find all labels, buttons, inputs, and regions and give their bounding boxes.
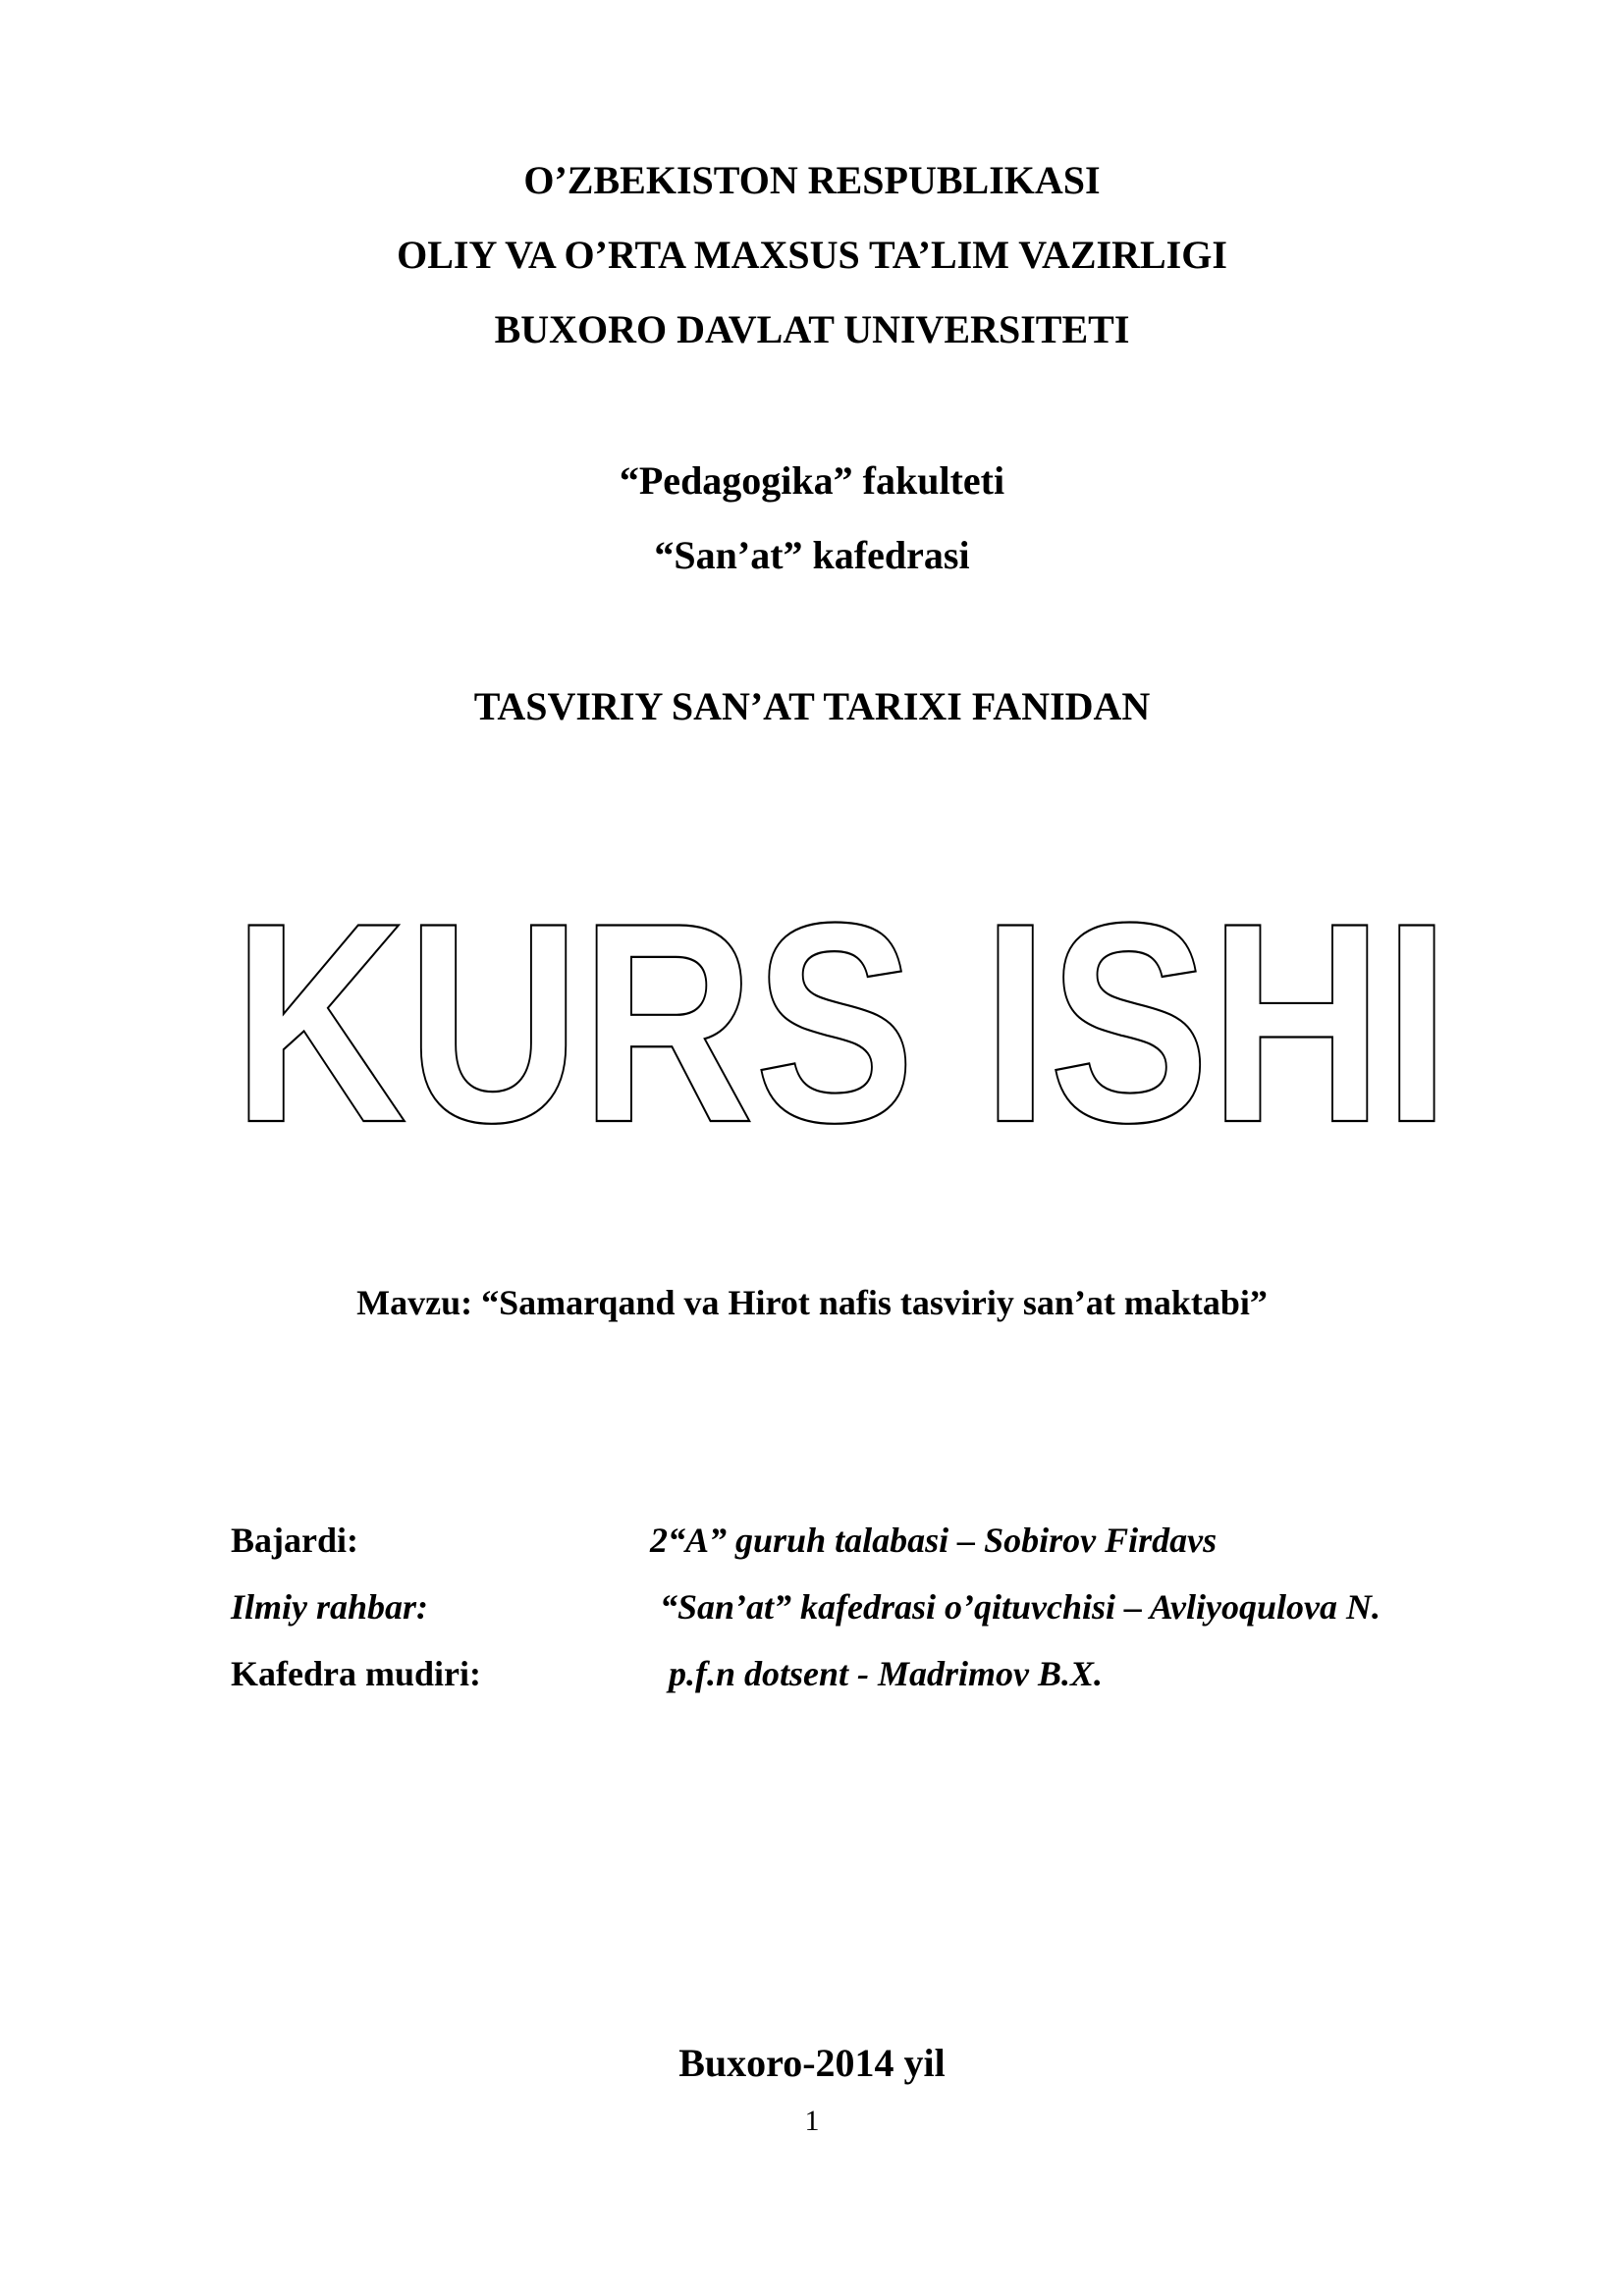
performer-value: 2“A” guruh talabasi – Sobirov Firdavs <box>650 1521 1218 1560</box>
outlined-title-svg <box>228 864 1455 1182</box>
topic-line: Mavzu: “Samarqand va Hirot nafis tasviriy san’at maktabi” <box>356 1283 1268 1322</box>
university-name-heading: BUXORO DAVLAT UNIVERSITETI <box>494 307 1130 351</box>
ministry-name-heading: OLIY VA O’RTA MAXSUS TA’LIM VAZIRLIGI <box>397 233 1227 277</box>
department-line: “San’at” kafedrasi <box>654 533 970 577</box>
faculty-line: “Pedagogika” fakulteti <box>619 458 1005 503</box>
supervisor-label: Ilmiy rahbar: <box>231 1587 429 1627</box>
outlined-title <box>228 864 1455 1182</box>
subject-line: TASVIRIY SAN’AT TARIXI FANIDAN <box>473 684 1151 728</box>
head-value: p.f.n dotsent - Madrimov B.X. <box>669 1654 1104 1693</box>
page-number: 1 <box>804 2105 820 2137</box>
ministry-country-heading: O’ZBEKISTON RESPUBLIKASI <box>523 158 1101 202</box>
supervisor-value: “San’at” kafedrasi o’qituvchisi – Avliyoqulova N. <box>660 1587 1380 1627</box>
performer-label: Bajardi: <box>231 1521 358 1560</box>
head-label: Kafedra mudiri: <box>231 1654 481 1693</box>
title-text: KURS ISHI <box>233 864 1450 1182</box>
city-year-line: Buxoro-2014 yil <box>678 2041 946 2085</box>
